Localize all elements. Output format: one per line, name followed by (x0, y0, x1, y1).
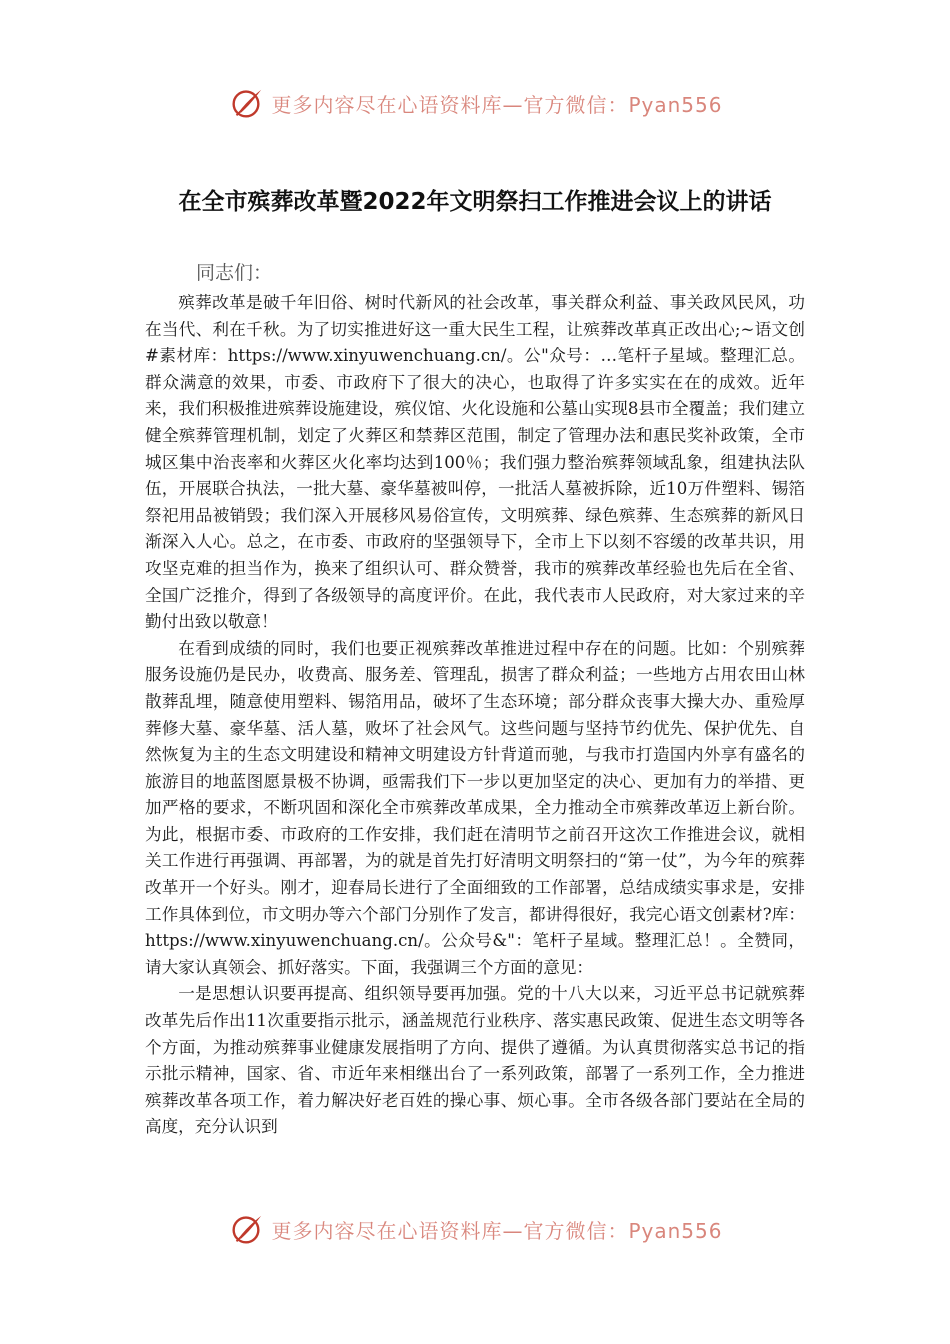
speech-body (145, 290, 805, 1141)
salutation: 同志们： (196, 262, 273, 284)
quill-pen-logo-icon (227, 84, 265, 122)
paragraph: 一是思想认识要再提高、组织领导要再加强。党的十八大以来，习近平总书记就殡葬改革先后作出11次重要指示批示，涵盖规范行业秩序、落实惠民政策、促进生态文明等各个方面，为推动殡葬事业健康发展指明了方向、提供了遵循。为认真贯彻落实总书记的指示批示精神，国家、省、市近年来相继出台了一系列政策，部署了一系列工作，全力推进殡葬改革各项工作，着力解决好老百姓的操心事、烦心事。全市各级各部门要站在全局的高度，充分认识到 (145, 984, 805, 1137)
document-title: 在全市殡葬改革暨2022年文明祭扫工作推进会议上的讲话 (178, 189, 772, 215)
header-banner (0, 84, 950, 122)
footer-banner-text: 更多内容尽在心语资料库—官方微信：Pyan556 (271, 1218, 723, 1243)
paragraph: 殡葬改革是破千年旧俗、树时代新风的社会改革，事关群众利益、事关政风民风，功在当代、利在千秋。为了切实推进好这一重大民生工程，让殡葬改革真正改出心;~语文创#素材库：https://www.xinyuwenchuang.cn/。公"众号：…笔杆子星域。整理汇总。群众满意的效果，市委、市政府下了很大的决心，也取得了许多实实在在的成效。近年来，我们积极推进殡葬设施建设，殡仪馆、火化设施和公墓山实现8县市全覆盖；我们建立健全殡葬管理机制，划定了火葬区和禁葬区范围，制定了管理办法和惠民奖补政策，全市城区集中治丧率和火葬区火化率均达到100％；我们强力整治殡葬领域乱象，组建执法队伍，开展联合执法，一批大墓、豪华墓被叫停，一批活人墓被拆除，近10万件塑料、锡箔祭祀用品被销毁；我们深入开展移风易俗宣传，文明殡葬、绿色殡葬、生态殡葬的新风日渐深入人心。总之，在市委、市政府的坚强领导下，全市上下以刻不容缓的改革共识，用攻坚克难的担当作为，换来了组织认可、群众赞誉，我市的殡葬改革经验也先后在全省、全国广泛推介，得到了各级领导的高度评价。在此，我代表市人民政府，对大家过来的辛勤付出致以敬意！ (145, 293, 805, 632)
paragraph: 在看到成绩的同时，我们也要正视殡葬改革推进过程中存在的问题。比如：个别殡葬服务设施仍是民办，收费高、服务差、管理乱，损害了群众利益；一些地方占用农田山林散葬乱埋，随意使用塑料、锡箔用品，破坏了生态环境；部分群众丧事大操大办、重殓厚葬修大墓、豪华墓、活人墓，败坏了社会风气。这些问题与坚持节约优先、保护优先、自然恢复为主的生态文明建设和精神文明建设方针背道而驰，与我市打造国内外享有盛名的旅游目的地蓝图愿景极不协调，亟需我们下一步以更加坚定的决心、更加有力的举措、更加严格的要求，不断巩固和深化全市殡葬改革成果，全力推动全市殡葬改革迈上新台阶。为此，根据市委、市政府的工作安排，我们赶在清明节之前召开这次工作推进会议，就相关工作进行再强调、再部署，为的就是首先打好清明文明祭扫的“第一仗”，为今年的殡葬改革开一个好头。刚才，迎春局长进行了全面细致的工作部署，总结成绩实事求是，安排工作具体到位，市文明办等六个部门分别作了发言，都讲得很好，我完心语文创素材?库：https://www.xinyuwenchuang.cn/。公众号&"：笔杆子星域。整理汇总！。全赞同，请大家认真领会、抓好落实。下面，我强调三个方面的意见： (145, 638, 805, 977)
quill-pen-logo-icon (227, 1210, 265, 1248)
footer-banner (0, 1210, 950, 1248)
header-banner-text: 更多内容尽在心语资料库—官方微信：Pyan556 (271, 92, 723, 117)
